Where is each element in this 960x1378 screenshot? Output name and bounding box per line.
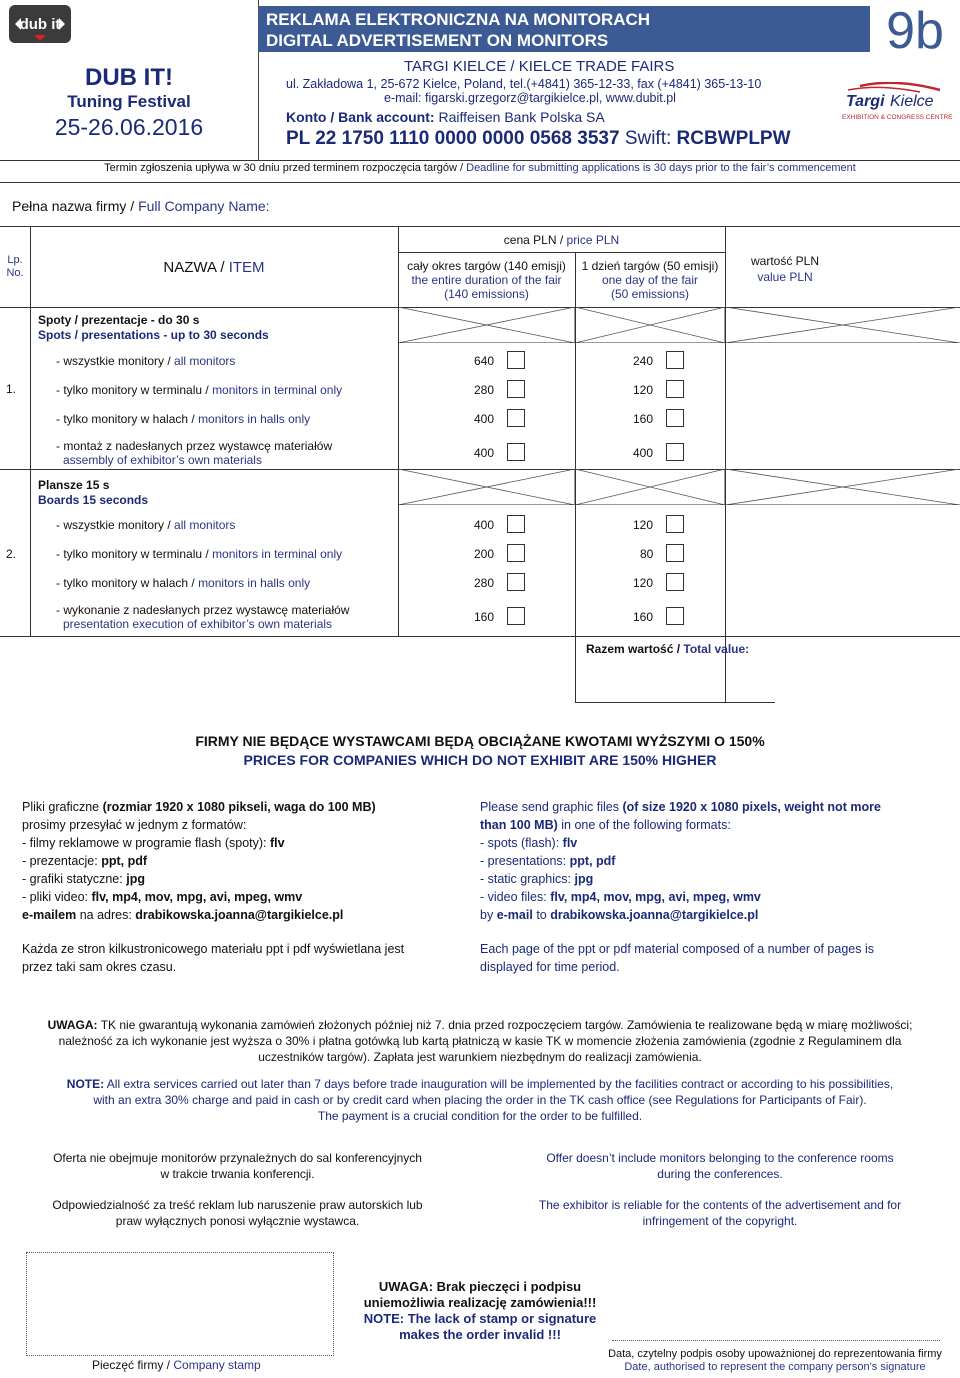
bank-label: Konto / Bank account: bbox=[286, 109, 435, 125]
full-period-header bbox=[398, 259, 575, 301]
conf-pl-l1: Oferta nie obejmuje monitorów przynależnych do sal konferencyjnych bbox=[53, 1151, 422, 1165]
total-box-left bbox=[575, 636, 576, 702]
signature-pl: Data, czytelny podpis osoby upoważnionej do reprezentowania firmy bbox=[608, 1348, 942, 1360]
total-pl: Razem wartość / bbox=[586, 642, 681, 656]
resp-en-l1: The exhibitor is reliable for the contents of the advertisement and for bbox=[538, 1198, 902, 1212]
deadline-en: Deadline for submitting applications is 30 days prior to the fair’s commencement bbox=[466, 162, 856, 174]
bank-name: Raiffeisen Bank Polska SA bbox=[438, 109, 605, 125]
fen-1a: Please send graphic files bbox=[480, 800, 619, 814]
fen-p2b: displayed for time period. bbox=[480, 960, 620, 974]
fen-7a: by bbox=[480, 908, 494, 922]
g1r3-pl: - tylko monitory w halach / bbox=[56, 412, 195, 426]
form-title-bar bbox=[258, 6, 870, 52]
stamp-label bbox=[92, 1358, 261, 1372]
g1-row2-full-price: 280 bbox=[474, 383, 495, 397]
g2-row3-day-checkbox[interactable] bbox=[666, 573, 684, 591]
g1-row3-day-price: 160 bbox=[633, 412, 654, 426]
signature-caption bbox=[590, 1348, 960, 1374]
price-en: price PLN bbox=[566, 233, 620, 247]
fpl-p2b: przez taki sam okres czasu. bbox=[22, 960, 177, 974]
fen-1b: (of size 1920 x 1080 pixels, weight not more bbox=[622, 800, 881, 814]
fen-6a: - video files: bbox=[480, 890, 547, 904]
signature-line[interactable] bbox=[612, 1340, 940, 1341]
day-en1: one day of the fair bbox=[601, 273, 699, 287]
day-pl: 1 dzień targów (50 emisji) bbox=[581, 259, 719, 273]
value-pl: wartość PLN bbox=[750, 254, 820, 268]
conference-note-pl bbox=[0, 1150, 475, 1182]
g2r1-pl: - wszystkie monitory / bbox=[56, 518, 171, 532]
g2r4-pl: - wykonanie z nadesłanych przez wystawcę materiałów bbox=[56, 603, 350, 617]
conf-en-l2: during the conferences. bbox=[657, 1167, 783, 1181]
g1r4-en: assembly of exhibitor’s own materials bbox=[63, 453, 262, 467]
warning-en1: NOTE: The lack of stamp or signature bbox=[363, 1311, 597, 1326]
g2r2-en: monitors in terminal only bbox=[212, 547, 343, 561]
fpl-4a: - prezentacje: bbox=[22, 854, 98, 868]
notice-pl-label: UWAGA: bbox=[47, 1018, 98, 1032]
g2-row4-day-price: 160 bbox=[633, 610, 654, 624]
g2r3-en: monitors in halls only bbox=[198, 576, 311, 590]
tk-logo-sub: EXHIBITION & CONGRESS CENTRE bbox=[842, 114, 952, 121]
g1-row4-full-checkbox[interactable] bbox=[507, 443, 525, 461]
notice-en bbox=[0, 1076, 960, 1124]
company-label-en: Full Company Name: bbox=[138, 198, 270, 214]
g1-row1-full-checkbox[interactable] bbox=[507, 351, 525, 369]
fpl-3a: - filmy reklamowe w programie flash (spoty): bbox=[22, 836, 267, 850]
g1r2-pl: - tylko monitory w terminalu / bbox=[56, 383, 209, 397]
g1r1-en: all monitors bbox=[174, 354, 236, 368]
g2r1-en: all monitors bbox=[174, 518, 236, 532]
g1-row2-day-checkbox[interactable] bbox=[666, 380, 684, 398]
one-day-header bbox=[575, 259, 725, 301]
g2-row3-day-price: 120 bbox=[633, 576, 654, 590]
notice-pl-l3: uczestników targów). Zapłata jest warunkiem niezbędnym do realizacji zamówienia. bbox=[258, 1050, 702, 1064]
file-info-pl bbox=[22, 798, 462, 976]
full-pl: cały okres targów (140 emisji) bbox=[407, 259, 566, 273]
tk-logo-text-a: Targi bbox=[846, 93, 885, 110]
event-name: DUB IT! bbox=[85, 64, 173, 91]
event-panel bbox=[0, 0, 259, 160]
dub-it-logo bbox=[9, 5, 71, 43]
fen-4b: ppt, pdf bbox=[569, 854, 616, 868]
targi-kielce-logo bbox=[840, 82, 952, 122]
col-line-1 bbox=[30, 226, 31, 636]
fpl-1b: (rozmiar 1920 x 1080 pikseli, waga do 100 MB) bbox=[102, 800, 376, 814]
fen-p2a: Each page of the ppt or pdf material composed of a number of pages is bbox=[480, 942, 874, 956]
g1-row4-full-price: 400 bbox=[474, 446, 495, 460]
total-value-field[interactable] bbox=[726, 637, 960, 701]
fen-7b: e-mail bbox=[496, 908, 533, 922]
g1-row2-label bbox=[56, 383, 342, 397]
value-en: value PLN bbox=[757, 270, 813, 284]
g2-row4-label bbox=[56, 603, 349, 631]
lp-header bbox=[0, 254, 30, 280]
company-stamp-area[interactable] bbox=[26, 1252, 334, 1356]
g1-row1-day-checkbox[interactable] bbox=[666, 351, 684, 369]
tk-logo-text-b: Kielce bbox=[890, 93, 934, 110]
conference-note-en bbox=[480, 1150, 960, 1182]
g1-row4-day-checkbox[interactable] bbox=[666, 443, 684, 461]
fen-5b: jpg bbox=[574, 872, 594, 886]
day-en2: (50 emissions) bbox=[610, 287, 690, 301]
deadline-pl: Termin zgłoszenia upływa w 30 dniu przed terminem rozpoczęcia targów / bbox=[104, 162, 464, 174]
g2-row2-day-price: 80 bbox=[640, 547, 654, 561]
group1-number: 1. bbox=[6, 382, 17, 396]
g2-row1-full-checkbox[interactable] bbox=[507, 515, 525, 533]
swift-code: RCBWPLPW bbox=[676, 128, 791, 149]
g1r2-en: monitors in terminal only bbox=[212, 383, 343, 397]
fen-5a: - static graphics: bbox=[480, 872, 572, 886]
fpl-1a: Pliki graficzne bbox=[22, 800, 100, 814]
g2-row2-full-checkbox[interactable] bbox=[507, 544, 525, 562]
conf-en-l1: Offer doesn’t include monitors belonging to the conference rooms bbox=[546, 1151, 894, 1165]
value-header bbox=[725, 253, 845, 285]
g1-row4-label bbox=[56, 439, 332, 467]
total-box-bottom bbox=[575, 702, 775, 703]
organizer: TARGI KIELCE / KIELCE TRADE FAIRS bbox=[404, 58, 675, 75]
g1-row2-full-checkbox[interactable] bbox=[507, 380, 525, 398]
g1r3-en: monitors in halls only bbox=[198, 412, 311, 426]
g1-row3-full-checkbox[interactable] bbox=[507, 409, 525, 427]
warning-en2: makes the order invalid !!! bbox=[399, 1327, 561, 1342]
price-subheader-line bbox=[398, 252, 725, 253]
g2-row2-label bbox=[56, 547, 342, 561]
deadline-note bbox=[0, 162, 960, 174]
resp-en-l2: infringement of the copyright. bbox=[642, 1214, 798, 1228]
signature-en: Date, authorised to represent the company person’s signature bbox=[624, 1361, 926, 1373]
fpl-5b: jpg bbox=[126, 872, 145, 886]
g2-row4-full-checkbox[interactable] bbox=[507, 607, 525, 625]
resp-pl-l1: Odpowiedzialność za treść reklam lub naruszenie praw autorskich lub bbox=[52, 1198, 423, 1212]
fen-6b: flv, mp4, mov, mpg, avi, mpeg, wmv bbox=[550, 890, 761, 904]
g2-row1-label bbox=[56, 518, 235, 532]
fen-3a: - spots (flash): bbox=[480, 836, 560, 850]
notice-pl bbox=[0, 1017, 960, 1065]
g2-row1-full-price: 400 bbox=[474, 518, 495, 532]
g2-row2-full-price: 200 bbox=[474, 547, 495, 561]
responsibility-en bbox=[480, 1197, 960, 1229]
fpl-3b: flv bbox=[270, 836, 285, 850]
g1-row2-day-price: 120 bbox=[633, 383, 654, 397]
g2r3-pl: - tylko monitory w halach / bbox=[56, 576, 195, 590]
fen-4a: - presentations: bbox=[480, 854, 567, 868]
surcharge-pl: FIRMY NIE BĘDĄCE WYSTAWCAMI BĘDĄ OBCIĄŻANE KWOTAMI WYŻSZYMI O 150% bbox=[195, 733, 765, 749]
fen-7c: to bbox=[536, 908, 547, 922]
fpl-4b: ppt, pdf bbox=[101, 854, 148, 868]
event-dates: 25-26.06.2016 bbox=[54, 114, 204, 140]
event-subtitle: Tuning Festival bbox=[67, 92, 191, 111]
g1-row4-day-price: 400 bbox=[633, 446, 654, 460]
price-header bbox=[398, 233, 725, 247]
g2-row1-day-price: 120 bbox=[633, 518, 654, 532]
fen-2a: than 100 MB) bbox=[480, 818, 558, 832]
total-en: Total value: bbox=[683, 642, 750, 656]
warning-pl2: uniemożliwia realizację zamówienia!!! bbox=[363, 1295, 597, 1310]
organizer-email: e-mail: figarski.grzegorz@targikielce.pl, www.dubit.pl bbox=[384, 91, 676, 105]
notice-pl-l2: należność za ich wykonanie jest wyższa o 30% i płatna gotówką lub kartą płatniczą w kasie TK w momencie złożenia zamówienia (zgodnie z Regulaminem dla bbox=[58, 1034, 902, 1048]
title-en: DIGITAL ADVERTISEMENT ON MONITORS bbox=[266, 31, 609, 50]
fpl-6a: - pliki video: bbox=[22, 890, 88, 904]
group2-title-pl: Plansze 15 s bbox=[38, 478, 110, 492]
g2-row4-full-price: 160 bbox=[474, 610, 495, 624]
item-pl: NAZWA / bbox=[163, 259, 225, 276]
g2-row4-day-checkbox[interactable] bbox=[666, 607, 684, 625]
fen-2b: in one of the following formats: bbox=[561, 818, 731, 832]
group1-title-en: Spots / presentations - up to 30 seconds bbox=[38, 328, 269, 342]
g1-row1-full-price: 640 bbox=[474, 354, 495, 368]
item-header bbox=[30, 259, 398, 276]
stamp-en: Company stamp bbox=[173, 1358, 261, 1372]
notice-en-label: NOTE: bbox=[66, 1077, 105, 1091]
g1-row3-day-checkbox[interactable] bbox=[666, 409, 684, 427]
logo-text: dub it bbox=[19, 16, 61, 33]
g2-row3-label bbox=[56, 576, 310, 590]
fpl-5a: - grafiki statyczne: bbox=[22, 872, 123, 886]
notice-en-l3: The payment is a crucial condition for the order to be fulfilled. bbox=[317, 1109, 643, 1123]
group1-title-pl: Spoty / prezentacje - do 30 s bbox=[38, 313, 200, 327]
notice-pl-l1: TK nie gwarantują wykonania zamówień złożonych później niż 7. dnia przed rozpoczęciem targów. Zamówienia te realizowane będą w miarę możliwości; bbox=[100, 1018, 913, 1032]
surcharge-en: PRICES FOR COMPANIES WHICH DO NOT EXHIBIT ARE 150% HIGHER bbox=[243, 752, 717, 768]
lp-pl: Lp. bbox=[7, 254, 23, 266]
g2r2-pl: - tylko monitory w terminalu / bbox=[56, 547, 209, 561]
warning-pl1: UWAGA: Brak pieczęci i podpisu bbox=[378, 1279, 582, 1294]
fpl-2: prosimy przesyłać w jednym z formatów: bbox=[22, 818, 247, 832]
title-pl: REKLAMA ELEKTRONICZNA NA MONITORACH bbox=[266, 10, 651, 29]
g2-row3-full-price: 280 bbox=[474, 576, 495, 590]
fpl-p2a: Każda ze stron kilkustronicowego materiału ppt i pdf wyświetlana jest bbox=[22, 942, 405, 956]
g2-row2-day-checkbox[interactable] bbox=[666, 544, 684, 562]
group2-title-en: Boards 15 seconds bbox=[38, 493, 149, 507]
g1-row3-label bbox=[56, 412, 310, 426]
g1-row3-full-price: 400 bbox=[474, 412, 495, 426]
g2-row1-day-checkbox[interactable] bbox=[666, 515, 684, 533]
item-en: ITEM bbox=[228, 259, 265, 276]
fpl-7b: na adres: bbox=[79, 908, 132, 922]
company-label-pl: Pełna nazwa firmy / bbox=[12, 198, 135, 214]
stamp-pl: Pieczęć firmy / bbox=[92, 1358, 171, 1372]
group2-number: 2. bbox=[6, 547, 17, 561]
organizer-address: ul. Zakładowa 1, 25-672 Kielce, Poland, tel.(+4841) 365-12-33, fax (+4841) 365-13-10 bbox=[286, 77, 762, 91]
value-column-field[interactable] bbox=[726, 308, 960, 636]
swift-label: Swift: bbox=[624, 128, 672, 149]
full-en1: the entire duration of the fair bbox=[411, 273, 562, 287]
deadline-divider bbox=[0, 182, 960, 183]
notice-en-l1: All extra services carried out later than 7 days before trade inauguration will be implemented by the facilities contract or according to his possibilities, bbox=[106, 1077, 894, 1091]
company-name-label bbox=[12, 198, 270, 214]
group1-title bbox=[38, 313, 269, 343]
header-divider bbox=[0, 160, 960, 161]
table-top-border bbox=[0, 226, 960, 227]
stamp-warning bbox=[330, 1279, 630, 1343]
lp-en: No. bbox=[6, 267, 24, 279]
notice-en-l2: with an extra 30% charge and paid in cash or by credit card when placing the order in the TK cash office (see Regulations for Participants of Fair). bbox=[93, 1093, 867, 1107]
fen-7d: drabikowska.joanna@targikielce.pl bbox=[550, 908, 759, 922]
group2-title bbox=[38, 478, 148, 508]
total-label bbox=[586, 642, 749, 656]
g1r1-pl: - wszystkie monitory / bbox=[56, 354, 171, 368]
file-info-en bbox=[480, 798, 950, 976]
fpl-6b: flv, mp4, mov, mpg, avi, mpeg, wmv bbox=[91, 890, 303, 904]
g2-row3-full-checkbox[interactable] bbox=[507, 573, 525, 591]
form-code: 9b bbox=[886, 2, 944, 60]
company-name-input[interactable] bbox=[300, 194, 950, 216]
g1r4-pl: - montaż z nadesłanych przez wystawcę materiałów bbox=[56, 439, 333, 453]
conf-pl-l2: w trakcie trwania konferencji. bbox=[160, 1167, 315, 1181]
resp-pl-l2: praw wyłącznych ponosi wyłącznie wystawca. bbox=[115, 1214, 360, 1228]
fpl-7c: drabikowska.joanna@targikielce.pl bbox=[135, 908, 344, 922]
responsibility-pl bbox=[0, 1197, 475, 1229]
g1-row1-label bbox=[56, 354, 235, 368]
fpl-7a: e-mailem bbox=[22, 908, 77, 922]
fen-3b: flv bbox=[562, 836, 578, 850]
g2r4-en: presentation execution of exhibitor’s own materials bbox=[63, 617, 333, 631]
g1-row1-day-price: 240 bbox=[633, 354, 654, 368]
price-pl: cena PLN / bbox=[503, 233, 564, 247]
full-en2: (140 emissions) bbox=[444, 287, 529, 301]
iban: PL 22 1750 1110 0000 0000 0568 3537 bbox=[286, 128, 620, 149]
